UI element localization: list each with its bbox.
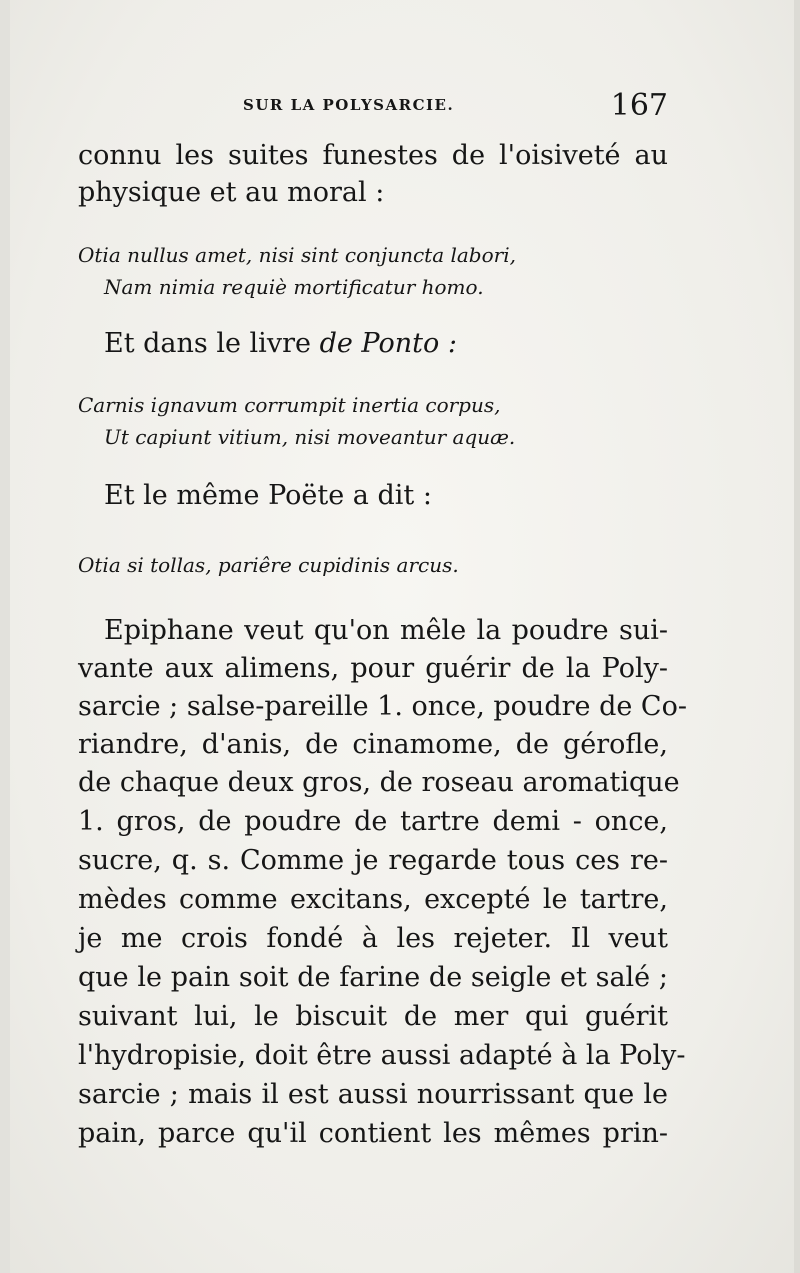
running-head: SUR LA POLYSARCIE. xyxy=(243,96,455,114)
paragraph-line: l'hydropisie, doit être aussi adapté à la Poly- xyxy=(78,1040,686,1071)
paragraph-line: je me crois fondé à les rejeter. Il veut xyxy=(78,923,668,954)
page-number: 167 xyxy=(610,88,668,123)
text-line: physique et au moral : xyxy=(78,177,385,208)
paragraph-line: suivant lui, le biscuit de mer qui guérit xyxy=(78,1001,668,1032)
paragraph-line: sarcie ; mais il est aussi nourrissant que le xyxy=(78,1079,668,1110)
paragraph-line: sarcie ; salse-pareille 1. once, poudre de Co- xyxy=(78,691,687,722)
paragraph-line: 1. gros, de poudre de tartre demi - once, xyxy=(78,806,668,837)
heading-title-italic: de Ponto : xyxy=(319,328,457,359)
text-line: connu les suites funestes de l'oisiveté au xyxy=(78,140,668,171)
verse-line: Otia si tollas, pariêre cupidinis arcus. xyxy=(78,553,459,577)
verse-line: Ut capiunt vitium, nisi moveantur aquæ. xyxy=(104,425,516,449)
section-heading xyxy=(104,328,457,359)
paragraph-line: Epiphane veut qu'on mêle la poudre sui- xyxy=(104,615,668,646)
paragraph-line: mèdes comme excitans, excepté le tartre, xyxy=(78,884,668,915)
page-header xyxy=(78,88,668,132)
verse-line: Otia nullus amet, nisi sint conjuncta labori, xyxy=(78,243,516,267)
heading-text: Et dans le livre xyxy=(104,328,311,359)
paragraph-line: vante aux alimens, pour guérir de la Poly- xyxy=(78,653,668,684)
paragraph-line: riandre, d'anis, de cinamome, de gérofle, xyxy=(78,729,668,760)
section-heading: Et le même Poëte a dit : xyxy=(104,480,432,511)
verse-line: Nam nimia requiè mortificatur homo. xyxy=(104,275,484,299)
paragraph-line: pain, parce qu'il contient les mêmes prin- xyxy=(78,1118,668,1149)
paragraph-line: que le pain soit de farine de seigle et salé ; xyxy=(78,962,668,993)
page-edge-left xyxy=(0,0,10,1273)
paragraph-line: de chaque deux gros, de roseau aromatique xyxy=(78,767,680,798)
page-edge-right xyxy=(794,0,800,1273)
verse-line: Carnis ignavum corrumpit inertia corpus, xyxy=(78,393,501,417)
paragraph-line: sucre, q. s. Comme je regarde tous ces re- xyxy=(78,845,668,876)
